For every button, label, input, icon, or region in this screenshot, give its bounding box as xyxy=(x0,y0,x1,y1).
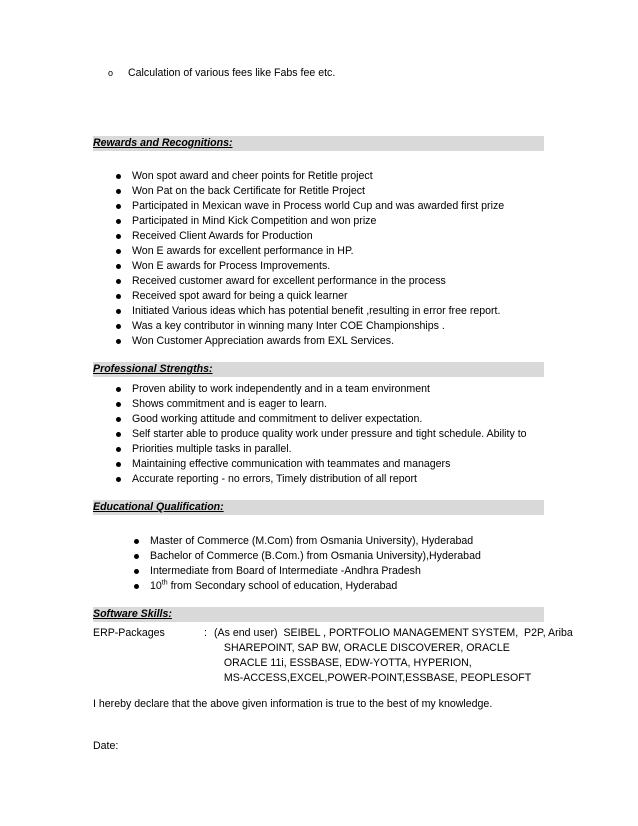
bullet-icon xyxy=(116,249,121,254)
list-item: Bachelor of Commerce (B.Com.) from Osmania University),Hyderabad xyxy=(134,549,481,564)
list-item: Received spot award for being a quick learner xyxy=(116,289,504,304)
rewards-heading: Rewards and Recognitions: xyxy=(93,137,233,149)
list-item: Won E awards for excellent performance in HP. xyxy=(116,244,504,259)
bullet-icon xyxy=(134,539,139,544)
education-list xyxy=(134,534,481,594)
list-item: Priorities multiple tasks in parallel. xyxy=(116,442,527,457)
erp-packages-label: ERP-Packages xyxy=(93,627,165,639)
list-item: Proven ability to work independently and in a team environment xyxy=(116,382,527,397)
circle-bullet-icon: o xyxy=(108,68,114,78)
software-heading: Software Skills: xyxy=(93,608,172,620)
bullet-icon xyxy=(116,234,121,239)
strengths-heading: Professional Strengths: xyxy=(93,363,213,375)
list-item: Accurate reporting - no errors, Timely distribution of all report xyxy=(116,472,527,487)
strengths-heading-bar xyxy=(93,362,544,377)
education-heading-bar xyxy=(93,500,544,515)
list-item: 10th from Secondary school of education, Hyderabad xyxy=(134,579,481,594)
list-item: Won Customer Appreciation awards from EXL Services. xyxy=(116,334,504,349)
sub-bullet-item xyxy=(108,66,335,81)
bullet-icon xyxy=(116,309,121,314)
list-item: Won spot award and cheer points for Retitle project xyxy=(116,169,504,184)
bullet-icon xyxy=(116,189,121,194)
list-item: Shows commitment and is eager to learn. xyxy=(116,397,527,412)
bullet-icon xyxy=(116,294,121,299)
bullet-icon xyxy=(116,324,121,329)
bullet-icon xyxy=(116,402,121,407)
erp-packages-value: (As end user) SEIBEL , PORTFOLIO MANAGEMENT SYSTEM, P2P, Ariba SHAREPOINT, SAP BW, ORACLE DISCOVERER, ORACLE ORACLE 11i, ESSBASE, EDW-YOTTA, HYPERION, MS-ACCESS,EXCEL,POWER-POINT,ESSBASE, PEOPLESOFT xyxy=(214,627,573,684)
list-item: Good working attitude and commitment to deliver expectation. xyxy=(116,412,527,427)
date-label: Date: xyxy=(93,740,119,752)
sub-bullet-text: Calculation of various fees like Fabs fee etc. xyxy=(128,67,336,79)
list-item: Intermediate from Board of Intermediate -Andhra Pradesh xyxy=(134,564,481,579)
strengths-list xyxy=(116,382,527,487)
bullet-icon xyxy=(116,447,121,452)
bullet-icon xyxy=(116,432,121,437)
bullet-icon xyxy=(116,477,121,482)
bullet-icon xyxy=(134,554,139,559)
list-item: Received Client Awards for Production xyxy=(116,229,504,244)
list-item: Was a key contributor in winning many Inter COE Championships . xyxy=(116,319,504,334)
list-item: Master of Commerce (M.Com) from Osmania University), Hyderabad xyxy=(134,534,481,549)
list-item: Participated in Mind Kick Competition and won prize xyxy=(116,214,504,229)
bullet-icon xyxy=(116,279,121,284)
list-item: Participated in Mexican wave in Process world Cup and was awarded first prize xyxy=(116,199,504,214)
bullet-icon xyxy=(116,462,121,467)
bullet-icon xyxy=(116,417,121,422)
bullet-icon xyxy=(116,339,121,344)
bullet-icon xyxy=(134,569,139,574)
bullet-icon xyxy=(116,174,121,179)
erp-colon: : xyxy=(204,627,207,639)
list-item: Maintaining effective communication with teammates and managers xyxy=(116,457,527,472)
list-item: Received customer award for excellent performance in the process xyxy=(116,274,504,289)
bullet-icon xyxy=(116,387,121,392)
software-heading-bar xyxy=(93,607,544,622)
bullet-icon xyxy=(116,204,121,209)
rewards-heading-bar xyxy=(93,136,544,151)
bullet-icon xyxy=(116,219,121,224)
declaration-text: I hereby declare that the above given information is true to the best of my knowledge. xyxy=(93,698,493,710)
list-item: Won Pat on the back Certificate for Retitle Project xyxy=(116,184,504,199)
list-item: Initiated Various ideas which has potential benefit ,resulting in error free report. xyxy=(116,304,504,319)
list-item: Won E awards for Process Improvements. xyxy=(116,259,504,274)
bullet-icon xyxy=(116,264,121,269)
rewards-list xyxy=(116,169,504,349)
bullet-icon xyxy=(134,584,139,589)
education-heading: Educational Qualification: xyxy=(93,501,224,513)
list-item: Self starter able to produce quality work under pressure and tight schedule. Ability to xyxy=(116,427,527,442)
